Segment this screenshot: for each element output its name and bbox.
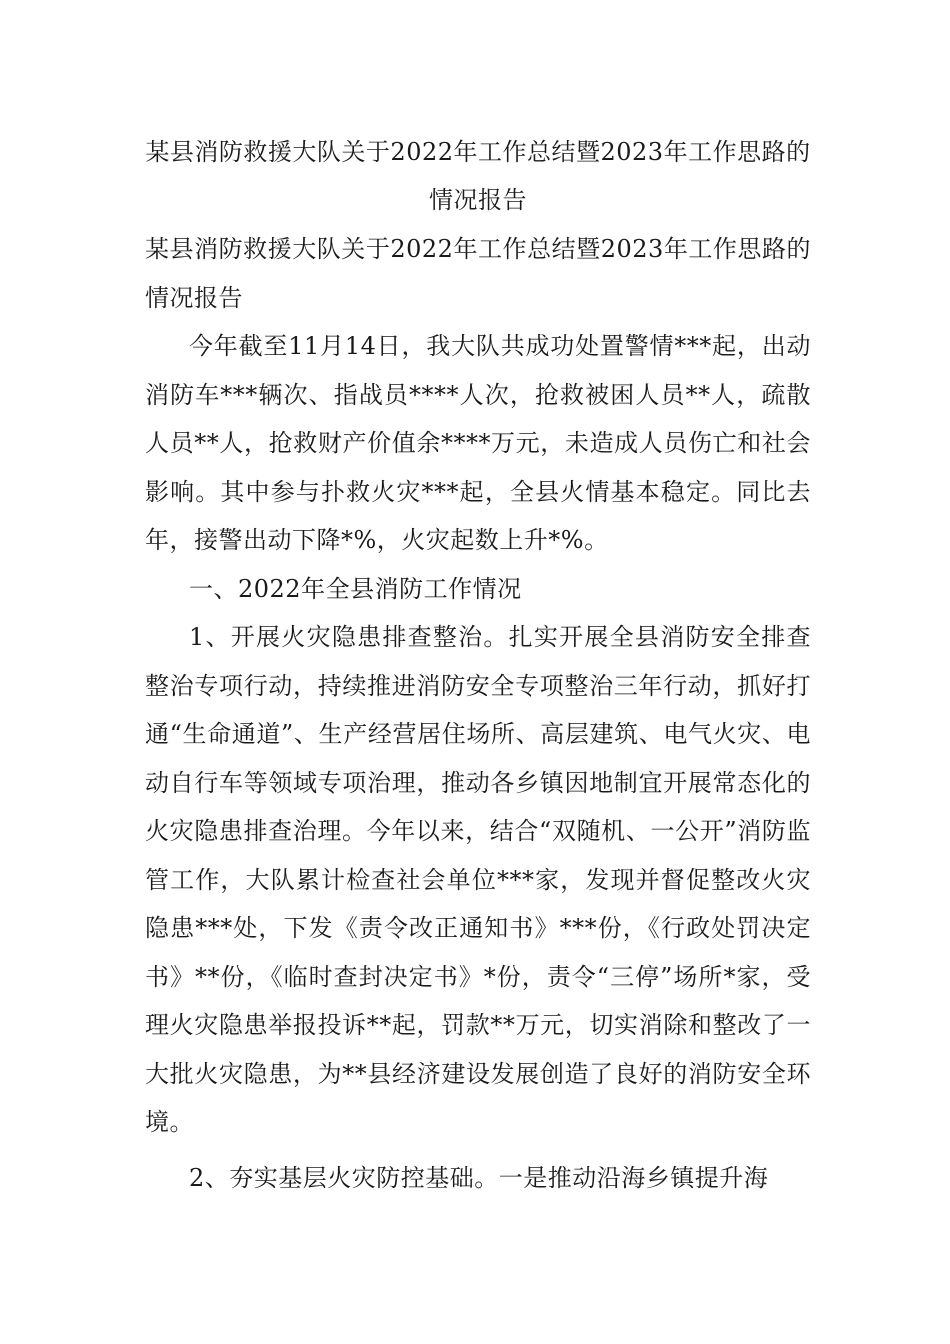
summary-paragraph: 今年截至11月14日，我大队共成功处置警情***起，出动消防车***辆次、指战员****人次，抢救被困人员**人，疏散人员**人，抢救财产价值余****万元，未造成人员伤亡和社会影响。其中参与扑救火灾***起，全县火情基本稳定。同比去年，接警出动下降*%，火灾起数上升*%。 xyxy=(145,332,811,554)
document-title: 某县消防救援大队关于2022年工作总结暨2023年工作思路的情况报告 xyxy=(145,138,811,214)
item-2-paragraph: 2、夯实基层火灾防控基础。一是推动沿海乡镇提升海 xyxy=(189,1163,769,1192)
document-body xyxy=(145,225,811,1202)
repeated-title-paragraph: 某县消防救援大队关于2022年工作总结暨2023年工作思路的情况报告 xyxy=(145,235,811,312)
section-heading: 一、2022年全县消防工作情况 xyxy=(189,574,522,603)
item-1-paragraph: 1、开展火灾隐患排查整治。扎实开展全县消防安全排查整治专项行动，持续推进消防安全专项整治三年行动，抓好打通“生命通道”、生产经营居住场所、高层建筑、电气火灾、电动自行车等领域专项治理，推动各乡镇因地制宜开展常态化的火灾隐患排查治理。今年以来，结合“双随机、一公开”消防监管工作，大队累计检查社会单位***家，发现并督促整改火灾隐患***处，下发《责令改正通知书》***份，《行政处罚决定书》**份，《临时查封决定书》*份，责令“三停”场所*家，受理火灾隐患举报投诉**起，罚款**万元，切实消除和整改了一大批火灾隐患，为**县经济建设发展创造了良好的消防安全环境。 xyxy=(145,623,811,1136)
